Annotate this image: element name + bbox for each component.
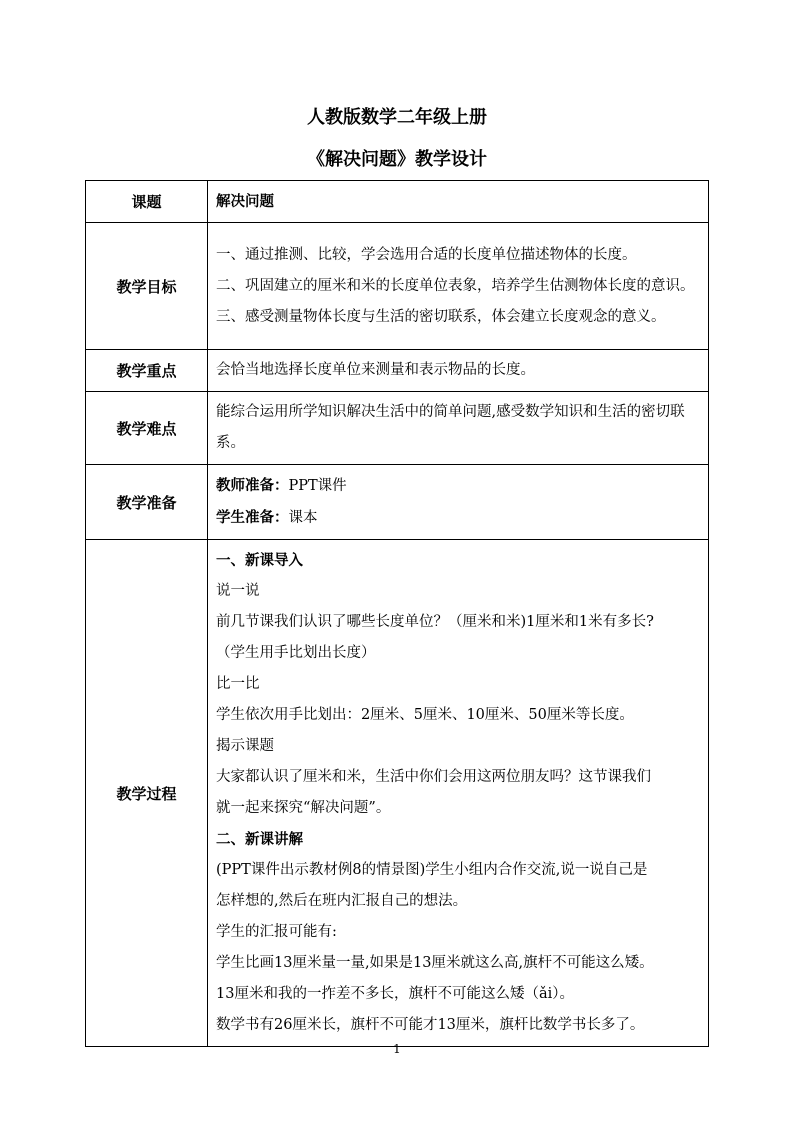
objective-line: 二、巩固建立的厘米和米的长度单位表象，培养学生估测物体长度的意识。 xyxy=(216,277,695,294)
row-objectives xyxy=(86,223,709,350)
teacher-preparation xyxy=(216,470,700,502)
process-line: 怎样想的,然后在班内汇报自己的想法。 xyxy=(216,893,468,909)
row-preparation xyxy=(86,465,709,540)
label-preparation: 教学准备 xyxy=(86,465,208,540)
process-line: 大家都认识了厘米和米，生活中你们会用这两位朋友吗？这节课我们 xyxy=(216,769,651,785)
row-process xyxy=(86,540,709,1047)
value-objectives xyxy=(208,223,709,350)
student-preparation-value: 课本 xyxy=(288,510,318,526)
value-topic: 解决问题 xyxy=(208,181,709,223)
page-number: 1 xyxy=(393,1042,401,1056)
label-key-points: 教学重点 xyxy=(86,350,208,392)
process-line: 前几节课我们认识了哪些长度单位？（厘米和米)1厘米和1米有多长? xyxy=(216,614,654,630)
process-line: 比一比 xyxy=(216,676,260,692)
process-line-section-heading: 一、新课导入 xyxy=(216,552,303,569)
document-subtitle: 《解决问题》教学设计 xyxy=(307,149,487,170)
process-line: （学生用手比划出长度） xyxy=(216,645,376,661)
label-difficulties: 教学难点 xyxy=(86,392,208,465)
label-process: 教学过程 xyxy=(86,540,208,1047)
objective-line: 三、感受测量物体长度与生活的密切联系，体会建立长度观念的意义。 xyxy=(216,308,666,325)
process-line: 学生比画13厘米量一量,如果是13厘米就这么高,旗杆不可能这么矮。 xyxy=(216,955,654,971)
process-line: 就一起来探究“解决问题”。 xyxy=(216,800,391,816)
value-preparation xyxy=(208,465,709,540)
document-title: 人教版数学二年级上册 xyxy=(307,107,487,128)
row-difficulties xyxy=(86,392,709,465)
process-line: 揭示课题 xyxy=(216,738,274,754)
value-key-points: 会恰当地选择长度单位来测量和表示物品的长度。 xyxy=(208,350,709,392)
objective-line: 一、通过推测、比较，学会选用合适的长度单位描述物体的长度。 xyxy=(216,246,637,263)
row-topic xyxy=(86,181,709,223)
value-difficulties: 能综合运用所学知识解决生活中的简单问题,感受数学知识和生活的密切联系。 xyxy=(208,392,709,465)
process-line: 学生的汇报可能有: xyxy=(216,924,337,940)
label-objectives: 教学目标 xyxy=(86,223,208,350)
process-line: 13厘米和我的一拃差不多长，旗杆不可能这么矮（ǎi）。 xyxy=(216,986,574,1002)
teacher-preparation-label: 教师准备： xyxy=(216,477,289,494)
process-line: 数学书有26厘米长，旗杆不可能才13厘米，旗杆比数学书长多了。 xyxy=(216,1017,645,1033)
process-line: 说一说 xyxy=(216,583,260,599)
teacher-preparation-value: PPT课件 xyxy=(288,478,347,494)
student-preparation xyxy=(216,502,700,534)
value-process xyxy=(208,540,709,1047)
row-key-points xyxy=(86,350,709,392)
student-preparation-label: 学生准备： xyxy=(216,509,289,526)
process-line-section-heading: 二、新课讲解 xyxy=(216,831,303,848)
lesson-plan-table xyxy=(85,180,709,1047)
process-line: 学生依次用手比划出：2厘米、5厘米、10厘米、50厘米等长度。 xyxy=(216,707,634,723)
process-line: (PPT课件出示教材例8的情景图)学生小组内合作交流,说一说自己是 xyxy=(216,862,648,878)
label-topic: 课题 xyxy=(86,181,208,223)
